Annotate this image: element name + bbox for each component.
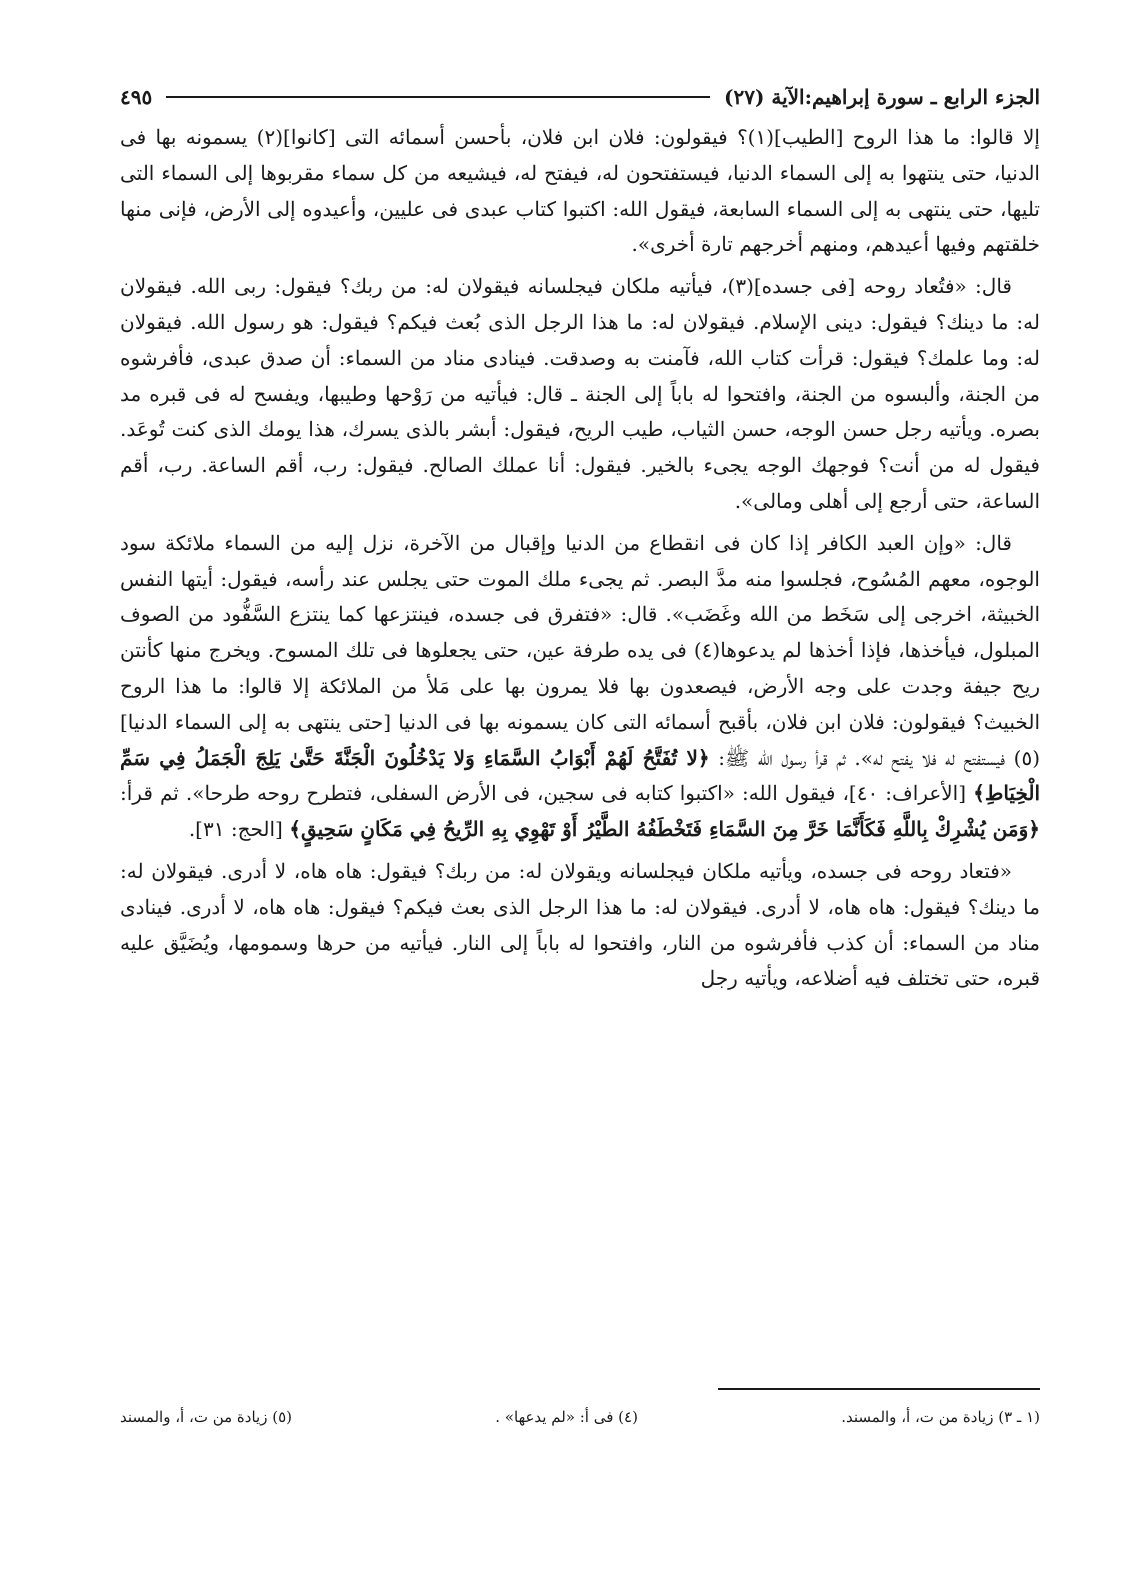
footnotes [120, 1404, 1040, 1430]
verse-2-reference: [الحج: ٣١]. [188, 817, 283, 842]
footnote-4: (٤) فى أ: «لم يدعها» . [495, 1408, 638, 1426]
quran-verse-araf: ﴿لا تُفَتَّحُ لَهُمْ أَبْوَابُ السَّمَاءِ وَلا يَدْخُلُونَ الْجَنَّةَ حَتَّىٰ يَلِجَ الْجَمَلُ فِي سَمِّ الْخِيَاطِ﴾ [120, 745, 1041, 806]
page-body [120, 120, 1040, 1003]
running-header-title: الجزء الرابع ـ سورة إبراهيم:الآية (٢٧) [723, 85, 1040, 109]
quran-verse-hajj: ﴿وَمَن يُشْرِكْ بِاللَّهِ فَكَأَنَّمَا خَرَّ مِنَ السَّمَاءِ فَتَخْطَفُهُ الطَّيْرُ أَوْ تَهْوِي بِهِ الرِّيحُ فِي مَكَانٍ سَحِيقٍ﴾ [289, 817, 1040, 842]
paragraph-2: قال: «فتُعاد روحه [فى جسده](٣)، فيأتيه ملكان فيجلسانه فيقولان له: من ربك؟ فيقول: ربى الله. فيقولان له: ما دينك؟ فيقول: دينى الإسلام. فيقولان له: ما هذا الرجل الذى بُعث فيكم؟ فيقول: هو رسول الله. فيقولان له: وما علمك؟ فيقول: قرأت كتاب الله، فآمنت به وصدقت. فينادى مناد من السماء: أن صدق عبدى، فأفرشوه من الجنة، وألبسوه من الجنة، وافتحوا له باباً إلى الجنة ـ قال: فيأتيه من رَوْحها وطيبها، ويفسح له فى قبره مد بصره. ويأتيه رجل حسن الوجه، حسن الثياب، طيب الريح، فيقول: أبشر بالذى يسرك، هذا يومك الذى كنت تُوعَد. فيقول له من أنت؟ فوجهك الوجه يجىء بالخير. فيقول: أنا عملك الصالح. فيقول: رب، أقم الساعة. رب، أقم الساعة، حتى أرجع إلى أهلى ومالى». [120, 274, 1040, 513]
paragraph-4: «فتعاد روحه فى جسده، ويأتيه ملكان فيجلسانه ويقولان له: من ربك؟ فيقول: هاه هاه، لا أدرى. فيقولان له: ما دينك؟ فيقول: هاه هاه، لا أدرى. فيقولان له: ما هذا الرجل الذى بعث فيكم؟ فيقول: هاه هاه، لا أدرى. فينادى مناد من السماء: أن كذب فأفرشوه من النار، وافتحوا له باباً إلى النار. فيأتيه من حرها وسمومها، ويُضَيَّق عليه قبره، حتى تختلف فيه أضلاعه، ويأتيه رجل [120, 858, 1040, 991]
paragraph-1: إلا قالوا: ما هذا الروح [الطيب](١)؟ فيقولون: فلان ابن فلان، بأحسن أسمائه التى [كانوا](٢) يسمونه بها فى الدنيا، حتى ينتهوا به إلى السماء الدنيا، فيستفتحون له، فيفتح له، فيشيعه من كل سماء مقربوها إلى السماء التى تليها، حتى ينتهى به إلى السماء السابعة، فيقول الله: اكتبوا كتاب عبدى فى عليين، وأعيدوه إلى الأرض، فإنى منها خلقتهم وفيها أعيدهم، ومنهم أخرجهم تارة أخرى». [120, 125, 1041, 257]
footnote-1-3: (١ ـ ٣) زيادة من ت، أ، والمسند. [841, 1408, 1040, 1426]
paragraph-3-text: قال: «وإن العبد الكافر إذا كان فى انقطاع من الدنيا وإقبال من الآخرة، نزل إليه من السماء ملائكة سود الوجوه، معهم المُسُوح، فجلسوا منه مدَّ البصر. ثم يجىء ملك الموت حتى يجلس عند رأسه، فيقول: أيتها النفس الخبيثة، اخرجى إلى سَخَط من الله وغَضَب». قال: «فتفرق فى جسده، فينتزعها كما ينتزع السَّفُّود من الصوف المبلول، فيأخذها، فإذا أخذها لم يدعوها(٤) فى يده طرفة عين، حتى يجعلوها فى تلك المسوح. ويخرج منها كأنتن ريح جيفة وجدت على وجه الأرض، فيصعدون بها فلا يمرون بها على مَلأ من الملائكة إلا قالوا: ما هذا الروح الخبيث؟ فيقولون: فلان ابن فلان، بأقبح أسمائه التى كان يسمونه بها فى الدنيا [حتى ينتهى به إلى السماء الدنيا](٥) فيستفتح له فلا يفتح له». ثم قرأ رسول الله ﷺ: [120, 530, 1041, 770]
running-header [120, 80, 1040, 114]
footnote-5: (٥) زيادة من ت، أ، والمسند [120, 1408, 293, 1426]
header-rule [166, 96, 710, 98]
paragraph-3 [120, 526, 1040, 848]
footnote-rule [718, 1388, 1040, 1390]
verse-1-reference: [الأعراف: ٤٠]، فيقول الله: «اكتبوا كتابه فى سجين، فى الأرض السفلى، فتطرح روحه طرحا». ثم قرأ: [120, 781, 967, 806]
page-number: ٤٩٥ [120, 85, 153, 109]
